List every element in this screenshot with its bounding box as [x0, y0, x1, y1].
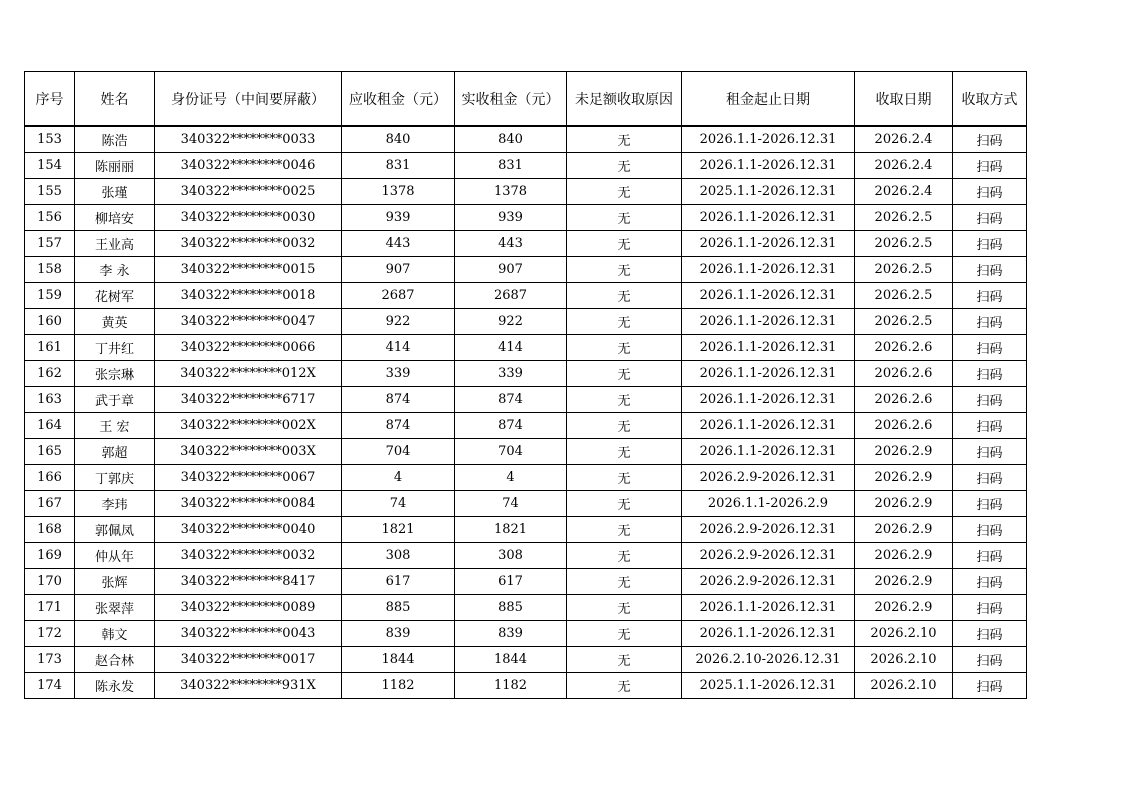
- id-number-cell: 340322********0032: [155, 231, 342, 257]
- rent-received-cell: 939: [455, 205, 567, 231]
- collection-date-cell: 2026.2.9: [855, 517, 953, 543]
- rent-received-cell: 704: [455, 439, 567, 465]
- payment-method-cell: 扫码: [953, 309, 1027, 335]
- rent-period-cell: 2026.1.1-2026.12.31: [682, 153, 855, 179]
- collection-date-cell: 2026.2.6: [855, 361, 953, 387]
- serial-cell: 169: [25, 543, 75, 569]
- collection-date-cell: 2026.2.10: [855, 673, 953, 699]
- id-number-cell: 340322********0033: [155, 126, 342, 153]
- rent-period-cell: 2026.1.1-2026.12.31: [682, 231, 855, 257]
- serial-cell: 164: [25, 413, 75, 439]
- header-row: [25, 72, 1027, 127]
- payment-method-cell: 扫码: [953, 257, 1027, 283]
- rent-period-cell: 2026.1.1-2026.12.31: [682, 126, 855, 153]
- rent-received-cell: 74: [455, 491, 567, 517]
- table-row: [25, 179, 1027, 205]
- rent-received-cell: 443: [455, 231, 567, 257]
- id-number-cell: 340322********0046: [155, 153, 342, 179]
- name-cell: 赵合林: [75, 647, 155, 673]
- table-row: [25, 153, 1027, 179]
- rent-period-cell: 2026.2.9-2026.12.31: [682, 569, 855, 595]
- table-row: [25, 361, 1027, 387]
- rent-due-cell: 831: [342, 153, 455, 179]
- rent-due-cell: 839: [342, 621, 455, 647]
- rent-due-cell: 885: [342, 595, 455, 621]
- serial-cell: 170: [25, 569, 75, 595]
- collection-date-cell: 2026.2.5: [855, 309, 953, 335]
- id-number-cell: 340322********0084: [155, 491, 342, 517]
- collection-date-cell: 2026.2.5: [855, 231, 953, 257]
- id-number-cell: 340322********0089: [155, 595, 342, 621]
- collection-date-cell: 2026.2.9: [855, 543, 953, 569]
- rent-received-cell: 1844: [455, 647, 567, 673]
- shortfall-reason-cell: 无: [567, 543, 682, 569]
- collection-date-cell: 2026.2.5: [855, 205, 953, 231]
- payment-method-cell: 扫码: [953, 439, 1027, 465]
- table-row: [25, 673, 1027, 699]
- shortfall-reason-cell: 无: [567, 283, 682, 309]
- serial-cell: 173: [25, 647, 75, 673]
- name-cell: 柳培安: [75, 205, 155, 231]
- rent-received-cell: 831: [455, 153, 567, 179]
- collection-date-cell: 2026.2.9: [855, 569, 953, 595]
- table-row: [25, 439, 1027, 465]
- id-number-cell: 340322********0018: [155, 283, 342, 309]
- rent-received-cell: 1182: [455, 673, 567, 699]
- id-number-cell: 340322********0017: [155, 647, 342, 673]
- payment-method-cell: 扫码: [953, 283, 1027, 309]
- payment-method-cell: 扫码: [953, 126, 1027, 153]
- rent-received-cell: 874: [455, 413, 567, 439]
- shortfall-reason-cell: 无: [567, 205, 682, 231]
- col-header-rent-received: 实收租金（元）: [455, 72, 567, 127]
- name-cell: 张瑾: [75, 179, 155, 205]
- col-header-name: 姓名: [75, 72, 155, 127]
- rent-collection-table: [24, 71, 1027, 699]
- payment-method-cell: 扫码: [953, 335, 1027, 361]
- id-number-cell: 340322********931X: [155, 673, 342, 699]
- rent-received-cell: 414: [455, 335, 567, 361]
- payment-method-cell: 扫码: [953, 543, 1027, 569]
- id-number-cell: 340322********0025: [155, 179, 342, 205]
- id-number-cell: 340322********0043: [155, 621, 342, 647]
- rent-due-cell: 308: [342, 543, 455, 569]
- serial-cell: 158: [25, 257, 75, 283]
- serial-cell: 165: [25, 439, 75, 465]
- collection-date-cell: 2026.2.9: [855, 465, 953, 491]
- table-row: [25, 647, 1027, 673]
- col-header-rent-period: 租金起止日期: [682, 72, 855, 127]
- table-row: [25, 309, 1027, 335]
- id-number-cell: 340322********012X: [155, 361, 342, 387]
- shortfall-reason-cell: 无: [567, 491, 682, 517]
- serial-cell: 155: [25, 179, 75, 205]
- name-cell: 韩文: [75, 621, 155, 647]
- name-cell: 郭超: [75, 439, 155, 465]
- rent-received-cell: 2687: [455, 283, 567, 309]
- collection-date-cell: 2026.2.4: [855, 179, 953, 205]
- name-cell: 陈浩: [75, 126, 155, 153]
- table-row: [25, 543, 1027, 569]
- table-row: [25, 569, 1027, 595]
- name-cell: 王 宏: [75, 413, 155, 439]
- name-cell: 丁井红: [75, 335, 155, 361]
- name-cell: 李 永: [75, 257, 155, 283]
- rent-period-cell: 2026.1.1-2026.12.31: [682, 439, 855, 465]
- table-row: [25, 257, 1027, 283]
- id-number-cell: 340322********8417: [155, 569, 342, 595]
- rent-period-cell: 2026.1.1-2026.12.31: [682, 257, 855, 283]
- collection-date-cell: 2026.2.6: [855, 335, 953, 361]
- rent-due-cell: 939: [342, 205, 455, 231]
- rent-due-cell: 339: [342, 361, 455, 387]
- payment-method-cell: 扫码: [953, 673, 1027, 699]
- shortfall-reason-cell: 无: [567, 387, 682, 413]
- rent-period-cell: 2026.1.1-2026.12.31: [682, 361, 855, 387]
- rent-received-cell: 922: [455, 309, 567, 335]
- id-number-cell: 340322********6717: [155, 387, 342, 413]
- collection-date-cell: 2026.2.5: [855, 283, 953, 309]
- rent-period-cell: 2025.1.1-2026.12.31: [682, 673, 855, 699]
- shortfall-reason-cell: 无: [567, 361, 682, 387]
- id-number-cell: 340322********003X: [155, 439, 342, 465]
- rent-due-cell: 1182: [342, 673, 455, 699]
- rent-due-cell: 704: [342, 439, 455, 465]
- table-row: [25, 126, 1027, 153]
- rent-received-cell: 840: [455, 126, 567, 153]
- id-number-cell: 340322********002X: [155, 413, 342, 439]
- id-number-cell: 340322********0040: [155, 517, 342, 543]
- serial-cell: 166: [25, 465, 75, 491]
- rent-received-cell: 907: [455, 257, 567, 283]
- rent-due-cell: 840: [342, 126, 455, 153]
- collection-date-cell: 2026.2.9: [855, 595, 953, 621]
- payment-method-cell: 扫码: [953, 231, 1027, 257]
- payment-method-cell: 扫码: [953, 517, 1027, 543]
- rent-due-cell: 74: [342, 491, 455, 517]
- rent-due-cell: 922: [342, 309, 455, 335]
- payment-method-cell: 扫码: [953, 595, 1027, 621]
- id-number-cell: 340322********0030: [155, 205, 342, 231]
- serial-cell: 154: [25, 153, 75, 179]
- rent-period-cell: 2026.2.9-2026.12.31: [682, 465, 855, 491]
- rent-received-cell: 308: [455, 543, 567, 569]
- col-header-rent-due: 应收租金（元）: [342, 72, 455, 127]
- rent-period-cell: 2026.1.1-2026.12.31: [682, 595, 855, 621]
- rent-received-cell: 4: [455, 465, 567, 491]
- table-row: [25, 595, 1027, 621]
- collection-date-cell: 2026.2.10: [855, 621, 953, 647]
- name-cell: 陈永发: [75, 673, 155, 699]
- serial-cell: 159: [25, 283, 75, 309]
- table-row: [25, 283, 1027, 309]
- shortfall-reason-cell: 无: [567, 257, 682, 283]
- serial-cell: 161: [25, 335, 75, 361]
- rent-due-cell: 907: [342, 257, 455, 283]
- rent-due-cell: 874: [342, 387, 455, 413]
- collection-date-cell: 2026.2.9: [855, 439, 953, 465]
- shortfall-reason-cell: 无: [567, 153, 682, 179]
- rent-period-cell: 2026.1.1-2026.2.9: [682, 491, 855, 517]
- table-row: [25, 413, 1027, 439]
- rent-received-cell: 617: [455, 569, 567, 595]
- payment-method-cell: 扫码: [953, 621, 1027, 647]
- serial-cell: 160: [25, 309, 75, 335]
- shortfall-reason-cell: 无: [567, 517, 682, 543]
- name-cell: 花树军: [75, 283, 155, 309]
- rent-received-cell: 839: [455, 621, 567, 647]
- shortfall-reason-cell: 无: [567, 621, 682, 647]
- payment-method-cell: 扫码: [953, 465, 1027, 491]
- collection-date-cell: 2026.2.4: [855, 153, 953, 179]
- col-header-id-number: 身份证号（中间要屏蔽）: [155, 72, 342, 127]
- table-body: [25, 126, 1027, 699]
- serial-cell: 174: [25, 673, 75, 699]
- payment-method-cell: 扫码: [953, 647, 1027, 673]
- rent-period-cell: 2026.1.1-2026.12.31: [682, 205, 855, 231]
- rent-due-cell: 617: [342, 569, 455, 595]
- collection-date-cell: 2026.2.5: [855, 257, 953, 283]
- shortfall-reason-cell: 无: [567, 335, 682, 361]
- name-cell: 李玮: [75, 491, 155, 517]
- name-cell: 陈丽丽: [75, 153, 155, 179]
- name-cell: 王业高: [75, 231, 155, 257]
- shortfall-reason-cell: 无: [567, 595, 682, 621]
- rent-received-cell: 339: [455, 361, 567, 387]
- serial-cell: 168: [25, 517, 75, 543]
- col-header-payment-method: 收取方式: [953, 72, 1027, 127]
- name-cell: 丁郭庆: [75, 465, 155, 491]
- serial-cell: 171: [25, 595, 75, 621]
- table-row: [25, 335, 1027, 361]
- rent-period-cell: 2026.1.1-2026.12.31: [682, 283, 855, 309]
- collection-date-cell: 2026.2.9: [855, 491, 953, 517]
- rent-period-cell: 2026.2.10-2026.12.31: [682, 647, 855, 673]
- collection-date-cell: 2026.2.10: [855, 647, 953, 673]
- col-header-collection-date: 收取日期: [855, 72, 953, 127]
- payment-method-cell: 扫码: [953, 387, 1027, 413]
- rent-received-cell: 874: [455, 387, 567, 413]
- rent-period-cell: 2025.1.1-2026.12.31: [682, 179, 855, 205]
- payment-method-cell: 扫码: [953, 153, 1027, 179]
- rent-due-cell: 874: [342, 413, 455, 439]
- rent-period-cell: 2026.1.1-2026.12.31: [682, 413, 855, 439]
- shortfall-reason-cell: 无: [567, 569, 682, 595]
- name-cell: 张翠萍: [75, 595, 155, 621]
- name-cell: 张辉: [75, 569, 155, 595]
- id-number-cell: 340322********0066: [155, 335, 342, 361]
- rent-received-cell: 1378: [455, 179, 567, 205]
- name-cell: 武于章: [75, 387, 155, 413]
- serial-cell: 157: [25, 231, 75, 257]
- shortfall-reason-cell: 无: [567, 465, 682, 491]
- shortfall-reason-cell: 无: [567, 439, 682, 465]
- shortfall-reason-cell: 无: [567, 179, 682, 205]
- name-cell: 黄英: [75, 309, 155, 335]
- payment-method-cell: 扫码: [953, 361, 1027, 387]
- rent-period-cell: 2026.1.1-2026.12.31: [682, 387, 855, 413]
- table-row: [25, 231, 1027, 257]
- shortfall-reason-cell: 无: [567, 647, 682, 673]
- rent-due-cell: 443: [342, 231, 455, 257]
- name-cell: 张宗琳: [75, 361, 155, 387]
- id-number-cell: 340322********0067: [155, 465, 342, 491]
- id-number-cell: 340322********0015: [155, 257, 342, 283]
- id-number-cell: 340322********0032: [155, 543, 342, 569]
- collection-date-cell: 2026.2.6: [855, 413, 953, 439]
- serial-cell: 162: [25, 361, 75, 387]
- payment-method-cell: 扫码: [953, 413, 1027, 439]
- col-header-shortfall-reason: 未足额收取原因: [567, 72, 682, 127]
- rent-period-cell: 2026.2.9-2026.12.31: [682, 543, 855, 569]
- payment-method-cell: 扫码: [953, 491, 1027, 517]
- payment-method-cell: 扫码: [953, 179, 1027, 205]
- table-row: [25, 205, 1027, 231]
- rent-due-cell: 414: [342, 335, 455, 361]
- serial-cell: 156: [25, 205, 75, 231]
- rent-period-cell: 2026.2.9-2026.12.31: [682, 517, 855, 543]
- serial-cell: 172: [25, 621, 75, 647]
- rent-period-cell: 2026.1.1-2026.12.31: [682, 309, 855, 335]
- payment-method-cell: 扫码: [953, 205, 1027, 231]
- shortfall-reason-cell: 无: [567, 309, 682, 335]
- collection-date-cell: 2026.2.4: [855, 126, 953, 153]
- table-row: [25, 517, 1027, 543]
- shortfall-reason-cell: 无: [567, 673, 682, 699]
- name-cell: 仲从年: [75, 543, 155, 569]
- rent-received-cell: 1821: [455, 517, 567, 543]
- rent-received-cell: 885: [455, 595, 567, 621]
- rent-due-cell: 2687: [342, 283, 455, 309]
- serial-cell: 167: [25, 491, 75, 517]
- col-header-serial: 序号: [25, 72, 75, 127]
- rent-due-cell: 1378: [342, 179, 455, 205]
- rent-period-cell: 2026.1.1-2026.12.31: [682, 621, 855, 647]
- id-number-cell: 340322********0047: [155, 309, 342, 335]
- collection-date-cell: 2026.2.6: [855, 387, 953, 413]
- shortfall-reason-cell: 无: [567, 231, 682, 257]
- rent-period-cell: 2026.1.1-2026.12.31: [682, 335, 855, 361]
- table-row: [25, 465, 1027, 491]
- table-row: [25, 387, 1027, 413]
- table-row: [25, 491, 1027, 517]
- rent-due-cell: 1821: [342, 517, 455, 543]
- name-cell: 郭佩凤: [75, 517, 155, 543]
- rent-due-cell: 1844: [342, 647, 455, 673]
- payment-method-cell: 扫码: [953, 569, 1027, 595]
- rent-due-cell: 4: [342, 465, 455, 491]
- table-row: [25, 621, 1027, 647]
- serial-cell: 153: [25, 126, 75, 153]
- shortfall-reason-cell: 无: [567, 126, 682, 153]
- serial-cell: 163: [25, 387, 75, 413]
- shortfall-reason-cell: 无: [567, 413, 682, 439]
